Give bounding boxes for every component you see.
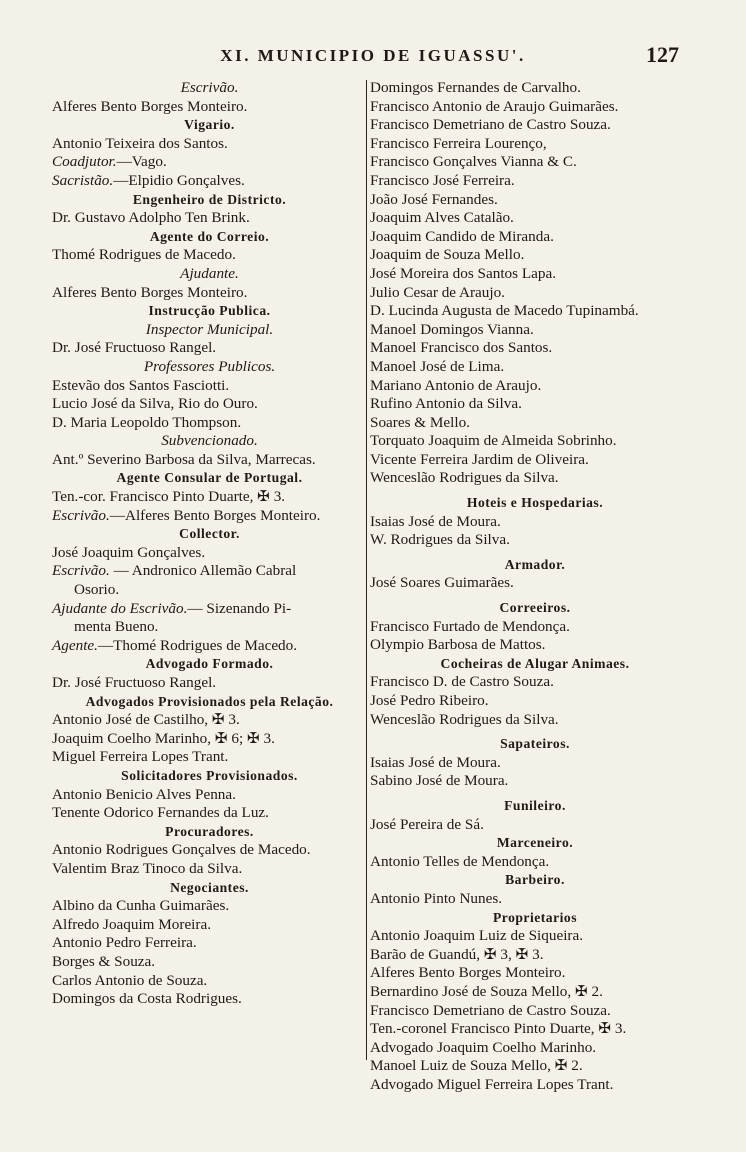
- entry-line: Antonio Rodrigues Gonçalves de Macedo.: [52, 841, 311, 859]
- entry-line: Antonio Teixeira dos Santos.: [52, 134, 228, 152]
- entry-line: Carlos Antonio de Souza.: [52, 971, 208, 989]
- subsection-heading: Inspector Municipal.: [145, 320, 274, 338]
- entry-line: Francisco Demetriano de Castro Souza.: [370, 116, 611, 134]
- role-holder: — Andronico Allemão Cabral: [109, 562, 297, 580]
- entry-line: Manoel Luiz de Souza Mello, ✠ 2.: [370, 1057, 583, 1075]
- entry-line: Dr. Gustavo Adolpho Ten Brink.: [52, 209, 250, 227]
- role-label: Agente.: [52, 636, 98, 654]
- entry-line: D. Maria Leopoldo Thompson.: [52, 413, 242, 431]
- section-heading: Hoteis e Hospedarias.: [466, 495, 604, 511]
- entry-line: Francisco José Ferreira.: [370, 171, 515, 189]
- role-entry: [52, 172, 367, 191]
- entry-line: Thomé Rodrigues de Macedo.: [52, 246, 236, 264]
- entry-line: Manoel José de Lima.: [370, 357, 505, 375]
- entry-line: Tenente Odorico Fernandes da Luz.: [52, 804, 269, 822]
- entry-line: Albino da Cunha Guimarães.: [52, 897, 230, 915]
- entry-line: Francisco Demetriano de Castro Souza.: [370, 1001, 611, 1019]
- entry-line: Ten.-cor. Francisco Pinto Duarte, ✠ 3.: [52, 488, 286, 506]
- section-heading: Vigario.: [184, 117, 235, 133]
- entry-line: Dr. José Fructuoso Rangel.: [52, 674, 217, 691]
- entry-line: Alferes Bento Borges Monteiro.: [52, 283, 248, 301]
- entry-line: Manoel Domingos Vianna.: [370, 320, 534, 338]
- entry-line: Joaquim Coelho Marinho, ✠ 6; ✠ 3.: [52, 729, 275, 747]
- entry-line: Antonio Pinto Nunes.: [370, 889, 503, 907]
- entry-line: Alferes Bento Borges Monteiro.: [52, 97, 248, 115]
- subsection-heading: Subvencionado.: [161, 432, 258, 450]
- entry-line: Osorio.: [74, 581, 120, 599]
- entry-line: Bernardino José de Souza Mello, ✠ 2.: [370, 982, 603, 1000]
- section-heading: Proprietarios: [492, 909, 577, 925]
- entry-line: Advogado Miguel Ferreira Lopes Trant.: [370, 1075, 614, 1093]
- section-heading: Negociantes.: [170, 879, 249, 895]
- section-heading: Marceneiro.: [496, 835, 574, 851]
- entry-line: Torquato Joaquim de Almeida Sobrinho.: [370, 432, 617, 450]
- entry-line: Antonio Pedro Ferreira.: [52, 934, 197, 952]
- entry-line: Borges & Souza.: [52, 952, 156, 970]
- role-label: Coadjutor.: [52, 153, 117, 171]
- entry-line: Barão de Guandú, ✠ 3, ✠ 3.: [370, 945, 544, 963]
- role-holder: —Vago.: [116, 153, 167, 171]
- entry-line: Francisco Ferreira Lourenço,: [370, 134, 547, 152]
- entry-line: W. Rodrigues da Silva.: [370, 531, 510, 549]
- entry-line: Antonio José de Castilho, ✠ 3.: [52, 711, 240, 729]
- role-holder: —Elpidio Gonçalves.: [113, 171, 245, 189]
- left-column: [52, 79, 367, 1009]
- entry-line: Alferes Bento Borges Monteiro.: [370, 964, 566, 982]
- entry-line: Vicente Ferreira Jardim de Oliveira.: [370, 450, 589, 468]
- entry-line: Advogado Joaquim Coelho Marinho.: [370, 1038, 597, 1056]
- entry-line: Ten.-coronel Francisco Pinto Duarte, ✠ 3.: [370, 1020, 627, 1038]
- section-heading: Agente Consular de Portugal.: [116, 470, 303, 486]
- subsection-heading: Escrivão.: [180, 79, 239, 96]
- entry-line: Ant.º Severino Barbosa da Silva, Marrecas.: [52, 450, 316, 468]
- entry-line: Domingos Fernandes de Carvalho.: [370, 79, 581, 96]
- role-label: Ajudante do Escrivão.: [52, 599, 188, 617]
- entry-line: Wenceslão Rodrigues da Silva.: [370, 710, 559, 728]
- right-column: [370, 79, 700, 1094]
- entry-line: Francisco Furtado de Mendonça.: [370, 617, 570, 635]
- role-label: Escrivão.: [52, 562, 110, 580]
- entry-line: José Pedro Ribeiro.: [370, 692, 489, 709]
- role-entry: [52, 153, 367, 172]
- entry-line: Soares & Mello.: [370, 413, 470, 431]
- entry-line: José Soares Guimarães.: [370, 574, 514, 592]
- role-entry: [52, 507, 367, 526]
- section-heading: Advogados Provisionados pela Relação.: [85, 693, 334, 709]
- role-holder: —Thomé Rodrigues de Macedo.: [97, 636, 298, 654]
- entry-line: Isaias José de Moura.: [370, 753, 501, 771]
- role-label: Sacristão.: [52, 171, 114, 189]
- entry-line: Lucio José da Silva, Rio do Ouro.: [52, 395, 258, 413]
- entry-line: João José Fernandes.: [370, 190, 498, 208]
- section-heading: Engenheiro de Districto.: [132, 191, 287, 207]
- entry-line: Estevão dos Santos Fasciotti.: [52, 376, 230, 394]
- role-holder: —Alferes Bento Borges Monteiro.: [109, 506, 321, 524]
- role-entry: [52, 562, 367, 581]
- entry-line: Julio Cesar de Araujo.: [370, 283, 505, 301]
- subsection-heading: Ajudante.: [180, 264, 239, 282]
- entry-line: Manoel Francisco dos Santos.: [370, 339, 553, 357]
- section-heading: Procuradores.: [165, 823, 254, 839]
- entry-line: José Joaquim Gonçalves.: [52, 543, 206, 561]
- role-entry: [52, 637, 367, 656]
- entry-line: Valentim Braz Tinoco da Silva.: [52, 859, 243, 877]
- entry-line: Francisco Gonçalves Vianna & C.: [370, 153, 577, 171]
- entry-line: Dr. José Fructuoso Rangel.: [52, 339, 217, 357]
- role-entry: [52, 600, 367, 619]
- section-heading: Correeiros.: [499, 600, 571, 616]
- entry-line: Rufino Antonio da Silva.: [370, 395, 522, 413]
- section-heading: Solicitadores Provisionados.: [121, 767, 298, 783]
- subsection-heading: Professores Publicos.: [143, 357, 276, 375]
- entry-line: José Moreira dos Santos Lapa.: [370, 264, 557, 282]
- section-heading: Armador.: [504, 556, 566, 572]
- entry-line: Francisco D. de Castro Souza.: [370, 673, 554, 691]
- entry-line: Miguel Ferreira Lopes Trant.: [52, 748, 229, 766]
- entry-line: Antonio Joaquim Luiz de Siqueira.: [370, 927, 584, 945]
- section-heading: Advogado Formado.: [145, 656, 274, 672]
- entry-line: D. Lucinda Augusta de Macedo Tupinambá.: [370, 302, 639, 320]
- entry-line: Wenceslão Rodrigues da Silva.: [370, 469, 559, 487]
- entry-line: Francisco Antonio de Araujo Guimarães.: [370, 97, 619, 115]
- entry-line: Joaquim Candido de Miranda.: [370, 227, 554, 245]
- role-holder: — Sizenando Pi-: [187, 599, 292, 617]
- section-heading: Barbeiro.: [505, 872, 565, 888]
- section-heading: Collector.: [179, 526, 240, 542]
- page-header-title: XI. MUNICIPIO DE IGUASSU'.: [220, 46, 526, 65]
- section-heading: Instrucção Publica.: [148, 303, 271, 319]
- entry-line: Antonio Telles de Mendonça.: [370, 852, 550, 870]
- section-heading: Funileiro.: [504, 797, 566, 813]
- section-heading: Agente do Correio.: [149, 228, 270, 244]
- entry-line: Mariano Antonio de Araujo.: [370, 376, 542, 394]
- entry-line: Joaquim de Souza Mello.: [370, 246, 525, 264]
- entry-line: Sabino José de Moura.: [370, 772, 509, 790]
- entry-line: menta Bueno.: [74, 618, 159, 636]
- entry-line: Olympio Barbosa de Mattos.: [370, 636, 546, 654]
- section-heading: Sapateiros.: [500, 736, 570, 752]
- role-label: Escrivão.: [52, 506, 110, 524]
- entry-line: Domingos da Costa Rodrigues.: [52, 990, 242, 1008]
- section-heading: Cocheiras de Alugar Animaes.: [440, 655, 630, 671]
- entry-line: Antonio Benicio Alves Penna.: [52, 785, 236, 803]
- entry-line: Joaquim Alves Catalão.: [370, 209, 514, 227]
- entry-line: José Pereira de Sá.: [370, 815, 484, 833]
- entry-line: Isaias José de Moura.: [370, 512, 501, 530]
- page-number: 127: [646, 42, 679, 67]
- entry-line: Alfredo Joaquim Moreira.: [52, 915, 212, 933]
